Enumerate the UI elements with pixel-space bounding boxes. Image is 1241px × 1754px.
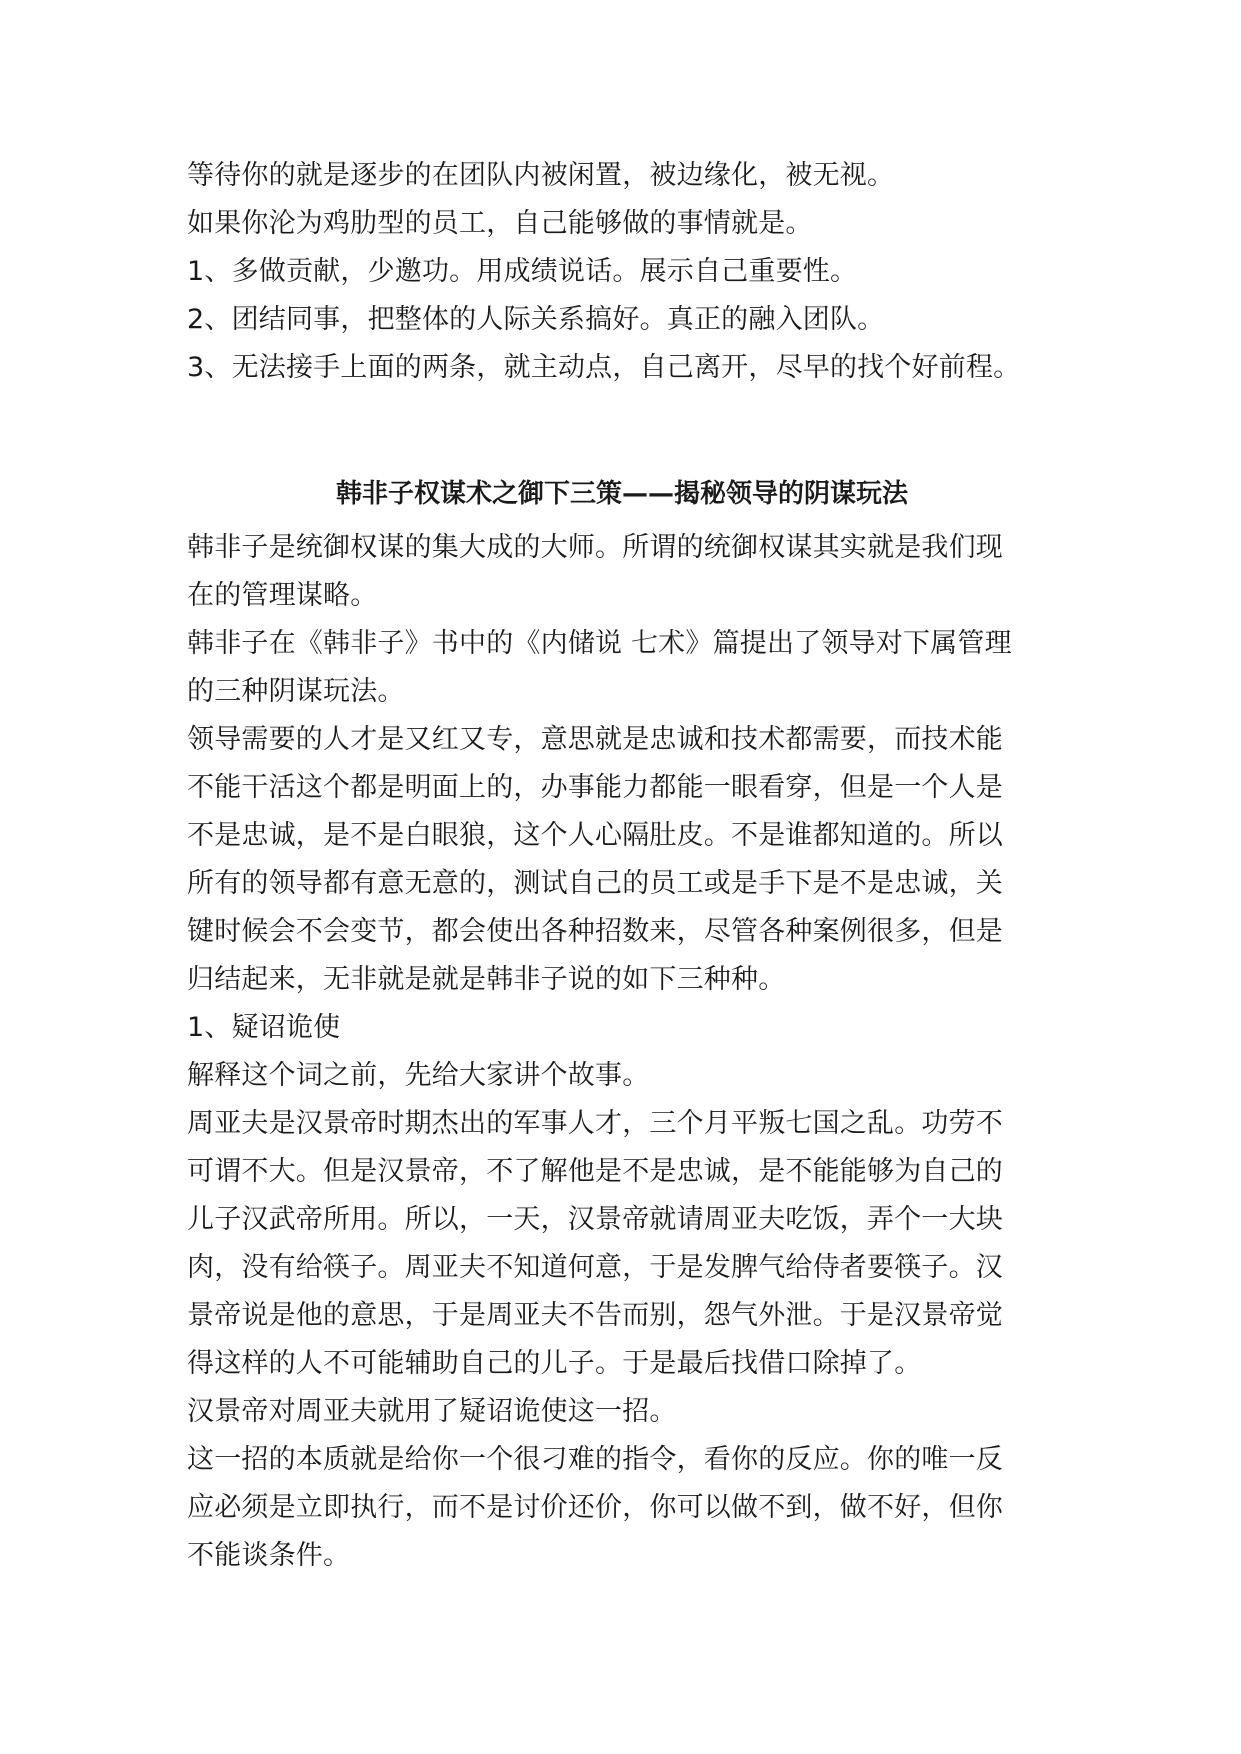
paragraph-line: 不是忠诚，是不是白眼狼，这个人心隔肚皮。不是谁都知道的。所以 bbox=[187, 820, 1003, 851]
paragraph-line: 汉景帝对周亚夫就用了疑诏诡使这一招。 bbox=[187, 1396, 677, 1427]
list-item: 3、无法接手上面的两条，就主动点，自己离开，尽早的找个好前程。 bbox=[187, 352, 1021, 383]
paragraph-line: 键时候会不会变节，都会使出各种招数来，尽管各种案例很多，但是 bbox=[187, 916, 1003, 947]
paragraph-line: 领导需要的人才是又红又专，意思就是忠诚和技术都需要，而技术能 bbox=[187, 724, 1003, 755]
paragraph-line: 如果你沦为鸡肋型的员工，自己能够做的事情就是。 bbox=[187, 208, 813, 239]
paragraph-line: 这一招的本质就是给你一个很刁难的指令，看你的反应。你的唯一反 bbox=[187, 1444, 1003, 1475]
list-item: 2、团结同事，把整体的人际关系搞好。真正的融入团队。 bbox=[187, 304, 885, 335]
paragraph-line: 等待你的就是逐步的在团队内被闲置，被边缘化，被无视。 bbox=[187, 160, 895, 191]
paragraph-line: 在的管理谋略。 bbox=[187, 580, 378, 611]
section-spacer bbox=[187, 392, 1047, 470]
paragraph-line: 韩非子在《韩非子》书中的《内储说 七术》篇提出了领导对下属管理 bbox=[187, 628, 1012, 659]
paragraph-line: 肉，没有给筷子。周亚夫不知道何意，于是发脾气给侍者要筷子。汉 bbox=[187, 1252, 1003, 1283]
paragraph-line: 周亚夫是汉景帝时期杰出的军事人才，三个月平叛七国之乱。功劳不 bbox=[187, 1108, 1003, 1139]
paragraph-line: 得这样的人不可能辅助自己的儿子。于是最后找借口除掉了。 bbox=[187, 1348, 922, 1379]
paragraph-line: 可谓不大。但是汉景帝，不了解他是不是忠诚，是不能能够为自己的 bbox=[187, 1156, 1003, 1187]
list-item: 1、多做贡献，少邀功。用成绩说话。展示自己重要性。 bbox=[187, 256, 858, 287]
paragraph-line: 韩非子是统御权谋的集大成的大师。所谓的统御权谋其实就是我们现 bbox=[187, 532, 1003, 563]
paragraph-line: 景帝说是他的意思，于是周亚夫不告而别，怨气外泄。于是汉景帝觉 bbox=[187, 1300, 1003, 1331]
section-heading: 1、疑诏诡使 bbox=[187, 1012, 341, 1043]
paragraph-line: 不能谈条件。 bbox=[187, 1540, 351, 1571]
paragraph-line: 不能干活这个都是明面上的，办事能力都能一眼看穿，但是一个人是 bbox=[187, 772, 1003, 803]
section-one bbox=[187, 152, 1047, 392]
paragraph-line: 儿子汉武帝所用。所以，一天，汉景帝就请周亚夫吃饭，弄个一大块 bbox=[187, 1204, 1003, 1235]
document-body bbox=[187, 152, 1047, 1580]
paragraph-line: 归结起来，无非就是就是韩非子说的如下三种种。 bbox=[187, 964, 786, 995]
article-title: 韩非子权谋术之御下三策——揭秘领导的阴谋玩法 bbox=[335, 479, 908, 509]
paragraph-line: 所有的领导都有意无意的，测试自己的员工或是手下是不是忠诚，关 bbox=[187, 868, 1003, 899]
article-body bbox=[187, 524, 1047, 1580]
paragraph-line: 的三种阴谋玩法。 bbox=[187, 676, 405, 707]
paragraph-line: 应必须是立即执行，而不是讨价还价，你可以做不到，做不好，但你 bbox=[187, 1492, 1003, 1523]
paragraph-line: 解释这个词之前，先给大家讲个故事。 bbox=[187, 1060, 650, 1091]
